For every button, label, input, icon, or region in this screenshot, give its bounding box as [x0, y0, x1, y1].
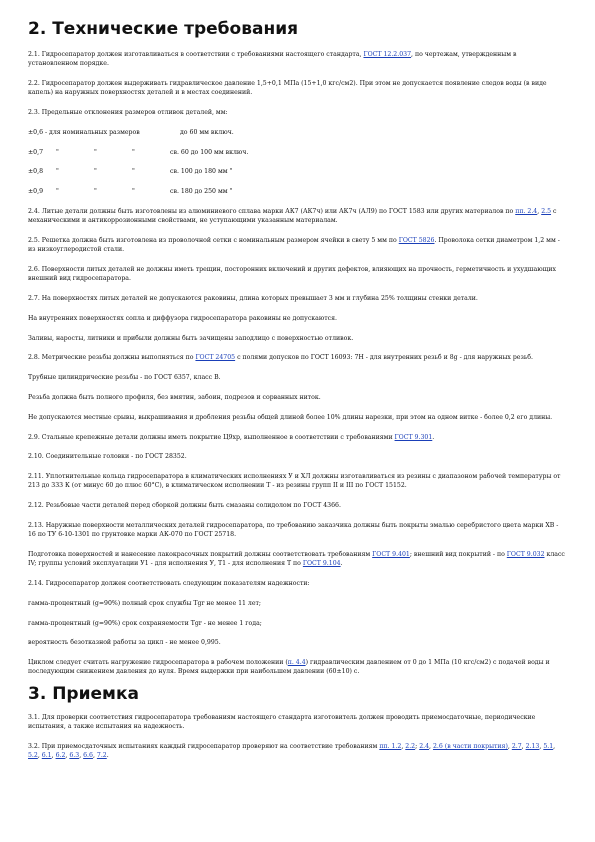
link-5-2[interactable]: 5.2: [28, 751, 38, 759]
paragraph-3-2: 3.2. При приемосдаточных испытаниях каждый гидросепаратор проверяют на соответствие требованиям пп. 1.2, 2.2; 2.4, 2.6 (в части покрытия), 2.7, 2.13, 5.1, 5.2, 6.1, 6.2, 6.3, 6.6, 7.2.: [28, 742, 556, 759]
section-3-title: 3. Приемка: [28, 683, 139, 704]
link-6-2[interactable]: 6.2: [55, 751, 66, 759]
link-2-7[interactable]: 2.7: [511, 742, 522, 750]
link-gost-9-032[interactable]: ГОСТ 9.032: [506, 550, 545, 558]
paragraph-2-14b: гамма-процентный (g=90%) срок сохраняемости Tgr - не менее 1 года;: [28, 619, 262, 627]
paragraph-2-7b: На внутренних поверхностях сопла и диффузора гидросепаратора раковины не допускаются.: [28, 314, 337, 322]
paragraph-2-12: 2.12. Резьбовые части деталей перед сборкой должны быть смазаны солидолом по ГОСТ 4366.: [28, 502, 341, 510]
section-2-title: 2. Технические требования: [28, 19, 299, 39]
link-gost-5826[interactable]: ГОСТ 5826: [398, 236, 435, 244]
link-gost-9-301[interactable]: ГОСТ 9.301: [394, 433, 433, 441]
link-2-13[interactable]: 2.13: [525, 742, 540, 750]
link-gost-12-2-037[interactable]: ГОСТ 12.2.037: [363, 51, 412, 58]
paragraph-2-7c: Заливы, наросты, литники и прибыли должны быть зачищены заподлицо с поверхностью отливок.: [28, 334, 354, 342]
link-pp-1-2[interactable]: пп. 1.2: [379, 742, 402, 750]
paragraph-2-13b: Подготовка поверхностей и нанесение лакокрасочных покрытий должны соответствовать требованиям ГОСТ 9.401; внешний вид покрытий - по ГОСТ 9.032 класс IV; группы условий эксплуатации У1 - для исполнения У, Т1 - для исполнения Т по ГОСТ 9.104.: [28, 550, 565, 568]
paragraph-2-14c: вероятность безотказной работы за цикл - не менее 0,995.: [28, 639, 221, 647]
link-6-1[interactable]: 6.1: [41, 751, 52, 759]
link-6-6[interactable]: 6.6: [83, 751, 93, 759]
link-gost-9-401[interactable]: ГОСТ 9.401: [372, 550, 410, 558]
paragraph-2-6: 2.6. Поверхности литых деталей не должны иметь трещин, посторонних включений и других дефектов, влияющих на прочность, герметичность и ухудшающих внешний вид гидросепаратора.: [28, 265, 556, 283]
paragraph-2-5: 2.5. Решетка должна быть изготовлена из проволочной сетки с номинальным размером ячейки в свету 5 мм по ГОСТ 5826. Проволока сетки диаметром 1,2 мм - из низкоуглеродистой стали.: [28, 236, 560, 254]
paragraph-2-4: 2.4. Литые детали должны быть изготовлены из алюминиевого сплава марки АК7 (АК7ч) или АК7ч (АЛ9) по ГОСТ 1583 или других материалов по пп. 2.4, 2.5 с механическими и антикоррозионными свойствами, не уступающими указанным материалам.: [28, 207, 557, 225]
paragraph-2-8c: Резьба должна быть полного профиля, без вмятин, забоин, подрезов и сорванных ниток.: [28, 393, 321, 401]
paragraph-2-1: 2.1. Гидросепаратор должен изготавливаться в соответствии с требованиями настоящего стандарта, ГОСТ 12.2.037, по чертежам, утвержденным в установленном порядке.: [28, 51, 517, 68]
link-2-5[interactable]: 2.5: [541, 207, 552, 215]
tolerance-row-2: ±0,7 " " " св. 60 до 100 мм включ.: [28, 148, 249, 156]
paragraph-2-8b: Трубные цилиндрические резьбы - по ГОСТ 6357, класс В.: [28, 374, 221, 382]
paragraph-2-8: 2.8. Метрические резьбы должны выполняться по ГОСТ 24705 с полями допусков по ГОСТ 16093: 7Н - для внутренних резьб и 8g - для наружных резьб.: [28, 354, 533, 362]
tolerance-row-1: ±0,6 - для номинальных размеров до 60 мм включ.: [28, 128, 234, 136]
link-gost-9-104[interactable]: ГОСТ 9.104: [302, 560, 341, 568]
tolerance-row-3: ±0,8 " " " св. 100 до 180 мм ": [28, 168, 233, 176]
link-7-2[interactable]: 7.2: [96, 751, 107, 759]
paragraph-2-14d: Циклом следует считать нагружение гидросепаратора в рабочем положении (п. 4.4) гидравлическим давлением от 0 до 1 МПа (10 кгс/см2) с подачей воды и последующим снижением давления до нуля. Время выдержки при наибольшем давлении (60±10) с.: [28, 659, 550, 676]
paragraph-2-8d: Не допускаются местные срывы, выкрашивания и дробления резьбы общей длиной более 10% длины нарезки, при этом на одном витке - более 0,2 его длины.: [28, 413, 553, 421]
paragraph-2-3: 2.3. Предельные отклонения размеров отливок деталей, мм:: [28, 109, 228, 116]
paragraph-3-1: 3.1. Для проверки соответствия гидросепаратора требованиям настоящего стандарта изготовитель должен проводить приемосдаточные, периодические испытания, а также испытания на надежность.: [28, 713, 536, 730]
link-6-3[interactable]: 6.3: [69, 751, 80, 759]
paragraph-2-7: 2.7. На поверхностях литых деталей не допускаются раковины, длина которых превышает 3 мм и глубина 25% толщины стенки детали.: [28, 294, 478, 302]
link-2-6[interactable]: 2.6 (в части покрытия): [432, 742, 508, 750]
link-5-1[interactable]: 5.1: [543, 742, 554, 750]
link-gost-24705[interactable]: ГОСТ 24705: [195, 354, 236, 362]
paragraph-2-14: 2.14. Гидросепаратор должен соответствовать следующим показателям надежности:: [28, 579, 310, 587]
link-2-4[interactable]: 2.4: [419, 742, 430, 750]
paragraph-2-13: 2.13. Наружные поверхности металлических деталей гидросепаратора, по требованию заказчика должны быть покрыты эмалью серебристого цвета марки ХВ - 16 по ТУ 6-10-1301 по грунтовке марки АК-070 по ГОСТ 25718.: [28, 521, 559, 539]
link-pp-2-4[interactable]: пп. 2.4: [515, 207, 538, 215]
document-page: [28, 18, 568, 771]
paragraph-2-14a: гамма-процентный (g=90%) полный срок службы Tgr не менее 11 лет;: [28, 599, 262, 607]
paragraph-2-11: 2.11. Уплотнительные кольца гидросепаратора в климатических исполнениях У и ХЛ должны изготавливаться из резины с диапазоном рабочей температуры от 213 до 333 К (от минус 60 до плюс 60°С), в климатическом исполнении Т - из резины групп II и III по ГОСТ 15152.: [28, 473, 561, 490]
paragraph-2-10: 2.10. Соединительные головки - по ГОСТ 28352.: [28, 453, 187, 461]
paragraph-2-2: 2.2. Гидросепаратор должен выдерживать гидравлическое давление 1,5+0,1 МПа (15+1,0 кгс/см2). При этом не допускается появление следов воды (в виде капель) на наружных поверхностях деталей и в местах соединений.: [28, 80, 547, 97]
paragraph-2-9: 2.9. Стальные крепежные детали должны иметь покрытие Ц9хр, выполненное в соответствии с требованиями ГОСТ 9.301.: [28, 433, 435, 441]
link-p-4-4[interactable]: п. 4.4: [287, 659, 306, 667]
tolerance-row-4: ±0,9 " " " св. 180 до 250 мм ": [28, 188, 233, 196]
link-2-2[interactable]: 2.2: [405, 742, 416, 750]
